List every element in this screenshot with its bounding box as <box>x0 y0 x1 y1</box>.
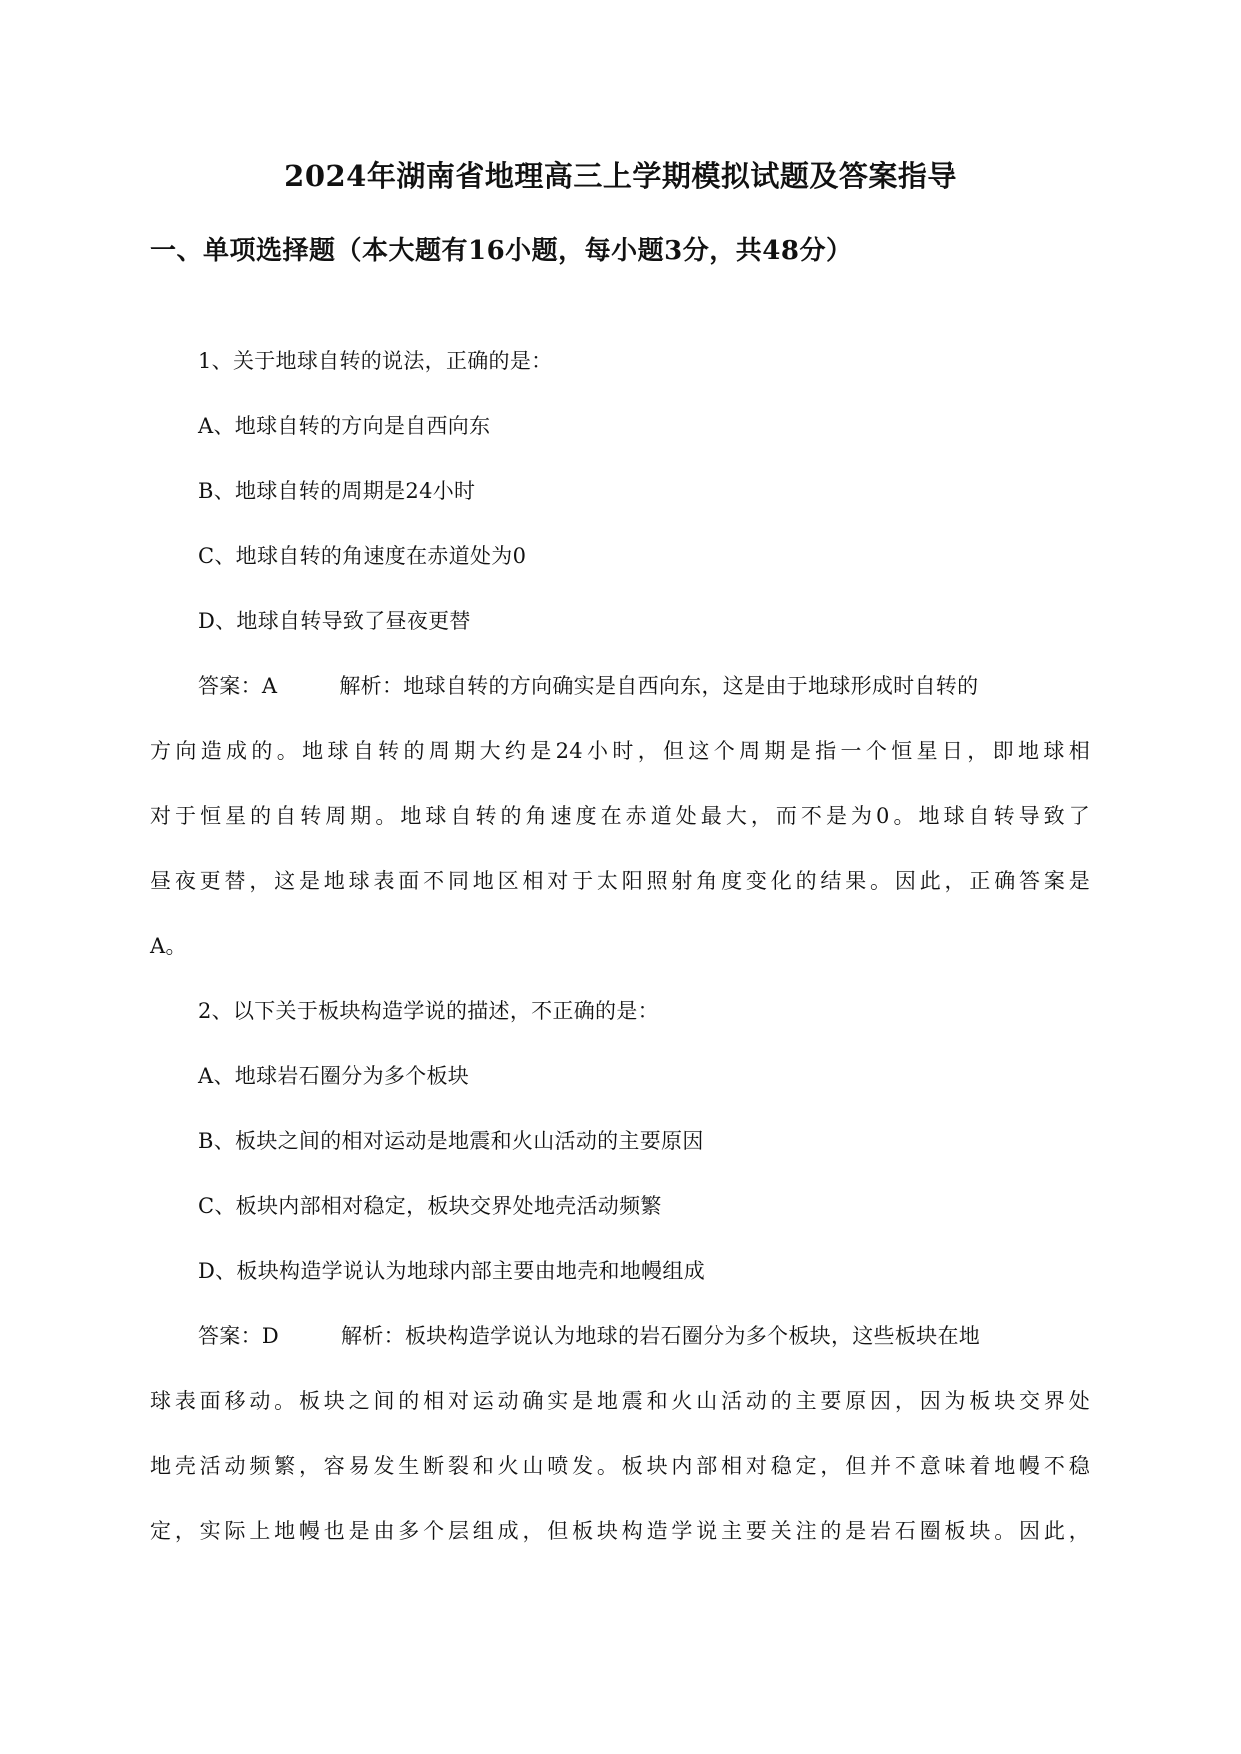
question-1-analysis-line-5: A。 <box>150 934 187 958</box>
question-2-answer-row <box>198 1318 980 1354</box>
question-1-answer: 答案：A <box>198 674 278 698</box>
question-1-analysis-line-3: 对于恒星的自转周期。地球自转的角速度在赤道处最大，而不是为0。地球自转导致了 <box>150 804 1090 828</box>
question-2-analysis-line-4: 定，实际上地幔也是由多个层组成，但板块构造学说主要关注的是岩石圈板块。因此， <box>150 1519 1090 1543</box>
question-2-answer: 答案：D <box>198 1324 280 1348</box>
question-1-analysis-line-1: 解析：地球自转的方向确实是自西向东，这是由于地球形成时自转的 <box>339 674 979 698</box>
question-2-option-b: B、板块之间的相对运动是地震和火山活动的主要原因 <box>198 1129 704 1153</box>
question-2-analysis-line-3: 地壳活动频繁，容易发生断裂和火山喷发。板块内部相对稳定，但并不意味着地幔不稳 <box>150 1454 1090 1478</box>
question-1-option-c: C、地球自转的角速度在赤道处为0 <box>198 544 527 568</box>
question-2-option-d: D、板块构造学说认为地球内部主要由地壳和地幔组成 <box>198 1259 706 1283</box>
question-1-option-a: A、地球自转的方向是自西向东 <box>198 414 491 438</box>
question-2-option-c: C、板块内部相对稳定，板块交界处地壳活动频繁 <box>198 1194 662 1218</box>
document-title: 2024年湖南省地理高三上学期模拟试题及答案指导 <box>284 159 957 193</box>
question-1-analysis-line-2: 方向造成的。地球自转的周期大约是24小时，但这个周期是指一个恒星日，即地球相 <box>150 739 1090 763</box>
question-2-option-a: A、地球岩石圈分为多个板块 <box>198 1064 470 1088</box>
question-1-analysis-line-4: 昼夜更替，这是地球表面不同地区相对于太阳照射角度变化的结果。因此，正确答案是 <box>150 869 1090 893</box>
question-2-analysis-line-1: 解析：板块构造学说认为地球的岩石圈分为多个板块，这些板块在地 <box>341 1324 981 1348</box>
question-1-option-b: B、地球自转的周期是24小时 <box>198 479 476 503</box>
question-1-stem: 1、关于地球自转的说法，正确的是： <box>198 349 553 373</box>
question-2-stem: 2、以下关于板块构造学说的描述，不正确的是： <box>198 999 659 1023</box>
question-2-analysis-line-2: 球表面移动。板块之间的相对运动确实是地震和火山活动的主要原因，因为板块交界处 <box>150 1389 1090 1413</box>
section-title: 一、单项选择题（本大题有16小题，每小题3分，共48分） <box>150 236 853 266</box>
question-1-option-d: D、地球自转导致了昼夜更替 <box>198 609 471 633</box>
question-1-answer-row <box>198 668 978 704</box>
